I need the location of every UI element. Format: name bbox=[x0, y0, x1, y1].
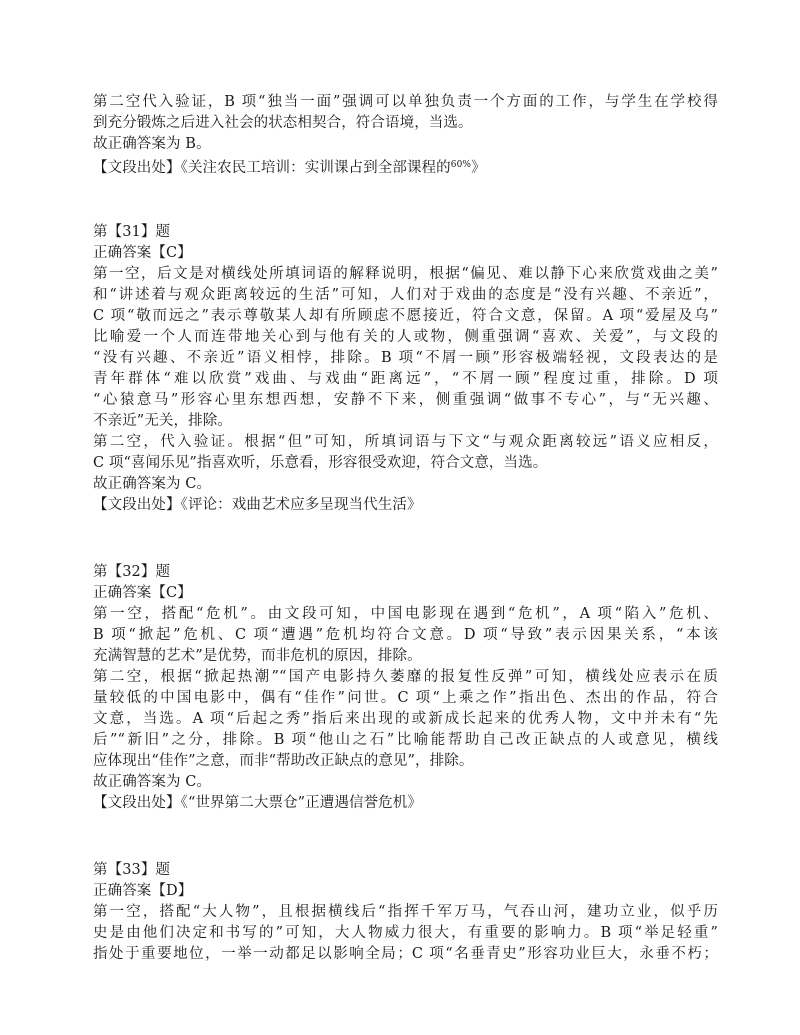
text-line: “心猿意马”形容心里东想西想，安静不下来，侧重强调“做事不专心”，与“无兴趣、 bbox=[93, 392, 718, 408]
text-line: C 项“喜闻乐见”指喜欢听，乐意看，形容很受欢迎，符合文意，当选。 bbox=[93, 455, 548, 471]
correct-answer: 正确答案【C】 bbox=[93, 245, 192, 261]
question-32 bbox=[93, 562, 718, 814]
text-line: 量较低的中国电影中，偶有“佳作”问世。C 项“上乘之作”指出色、杰出的作品，符合 bbox=[93, 690, 718, 706]
source-citation bbox=[93, 155, 718, 176]
correct-answer: 正确答案【D】 bbox=[93, 883, 193, 899]
text-line: 故正确答案为 C。 bbox=[93, 476, 212, 492]
text-line: 到充分锻炼之后进入社会的状态相契合，符合语境，当选。 bbox=[93, 115, 473, 131]
text-line: 比喻爱一个人而连带地关心到与他有关的人或物，侧重强调“喜欢、关爱”，与文段的 bbox=[93, 329, 718, 345]
document-page bbox=[93, 92, 718, 965]
text-line: 第一空，搭配“大人物”，且根据横线后“指挥千军万马，气吞山河，建功立业，似乎历 bbox=[93, 904, 718, 920]
text-line: 史是由他们决定和书写的”可知，大人物威力很大，有重要的影响力。B 项“举足轻重” bbox=[93, 925, 718, 941]
text-line: B 项“掀起”危机、C 项“遭遇”危机均符合文意。D 项“导致”表示因果关系，“本该 bbox=[93, 627, 718, 643]
question-title: 第【32】题 bbox=[93, 564, 171, 580]
text-line: 充满智慧的艺术”是优势，而非危机的原因，排除。 bbox=[93, 648, 422, 664]
correct-answer: 正确答案【C】 bbox=[93, 585, 192, 601]
text-line: 第二空，代入验证。根据“但”可知，所填词语与下文“与观众距离较远”语义应相反， bbox=[93, 434, 718, 450]
source-suffix: 》 bbox=[471, 160, 486, 176]
text-line: 不亲近”无关，排除。 bbox=[93, 413, 232, 429]
text-line: 第一空，后文是对横线处所填词语的解释说明，根据“偏见、难以静下心来欣赏戏曲之美” bbox=[93, 266, 718, 282]
text-line: 指处于重要地位，一举一动都足以影响全局；C 项“名垂青史”形容功业巨大，永垂不朽； bbox=[93, 946, 718, 962]
text-line: 第二空代入验证，B 项“独当一面”强调可以单独负责一个方面的工作，与学生在学校得 bbox=[93, 94, 718, 110]
text-line: 第一空，搭配“危机”。由文段可知，中国电影现在遇到“危机”，A 项“陷入”危机、 bbox=[93, 606, 718, 622]
text-line: 和“讲述着与观众距离较远的生活”可知，人们对于戏曲的态度是“没有兴趣、不亲近”， bbox=[93, 287, 718, 303]
source-citation: 【文段出处】《评论：戏曲艺术应多呈现当代生活》 bbox=[93, 497, 422, 513]
intro-section bbox=[93, 92, 718, 176]
text-line: 故正确答案为 C。 bbox=[93, 774, 212, 790]
text-line: 后”“新旧”之分，排除。B 项“他山之石”比喻能帮助自己改正缺点的人或意见，横线 bbox=[93, 732, 718, 748]
source-prefix: 【文段出处】《关注农民工培训：实训课占到全部课程的 bbox=[93, 160, 451, 176]
question-31 bbox=[93, 222, 718, 516]
source-percent: 60% bbox=[450, 160, 472, 170]
question-title: 第【31】题 bbox=[93, 224, 171, 240]
text-line: 应体现出“佳作”之意，而非“帮助改正缺点的意见”，排除。 bbox=[93, 753, 474, 769]
question-33 bbox=[93, 860, 718, 965]
text-line: 故正确答案为 B。 bbox=[93, 136, 211, 152]
source-citation: 【文段出处】《“世界第二大票仓”正遭遇信誉危机》 bbox=[93, 795, 422, 811]
text-line: “没有兴趣、不亲近”语义相悖，排除。B 项“不屑一顾”形容极端轻视，文段表达的是 bbox=[93, 350, 718, 366]
text-line: 青年群体“难以欣赏”戏曲、与戏曲“距离远”，“不屑一顾”程度过重，排除。D 项 bbox=[93, 371, 718, 387]
text-line: 文意，当选。A 项“后起之秀”指后来出现的或新成长起来的优秀人物，文中并未有“先 bbox=[93, 711, 718, 727]
question-title: 第【33】题 bbox=[93, 862, 171, 878]
text-line: C 项“敬而远之”表示尊敬某人却有所顾虑不愿接近，符合文意，保留。A 项“爱屋及乌” bbox=[93, 308, 718, 324]
text-line: 第二空，根据“掀起热潮”“国产电影持久萎靡的报复性反弹”可知，横线处应表示在质 bbox=[93, 669, 718, 685]
